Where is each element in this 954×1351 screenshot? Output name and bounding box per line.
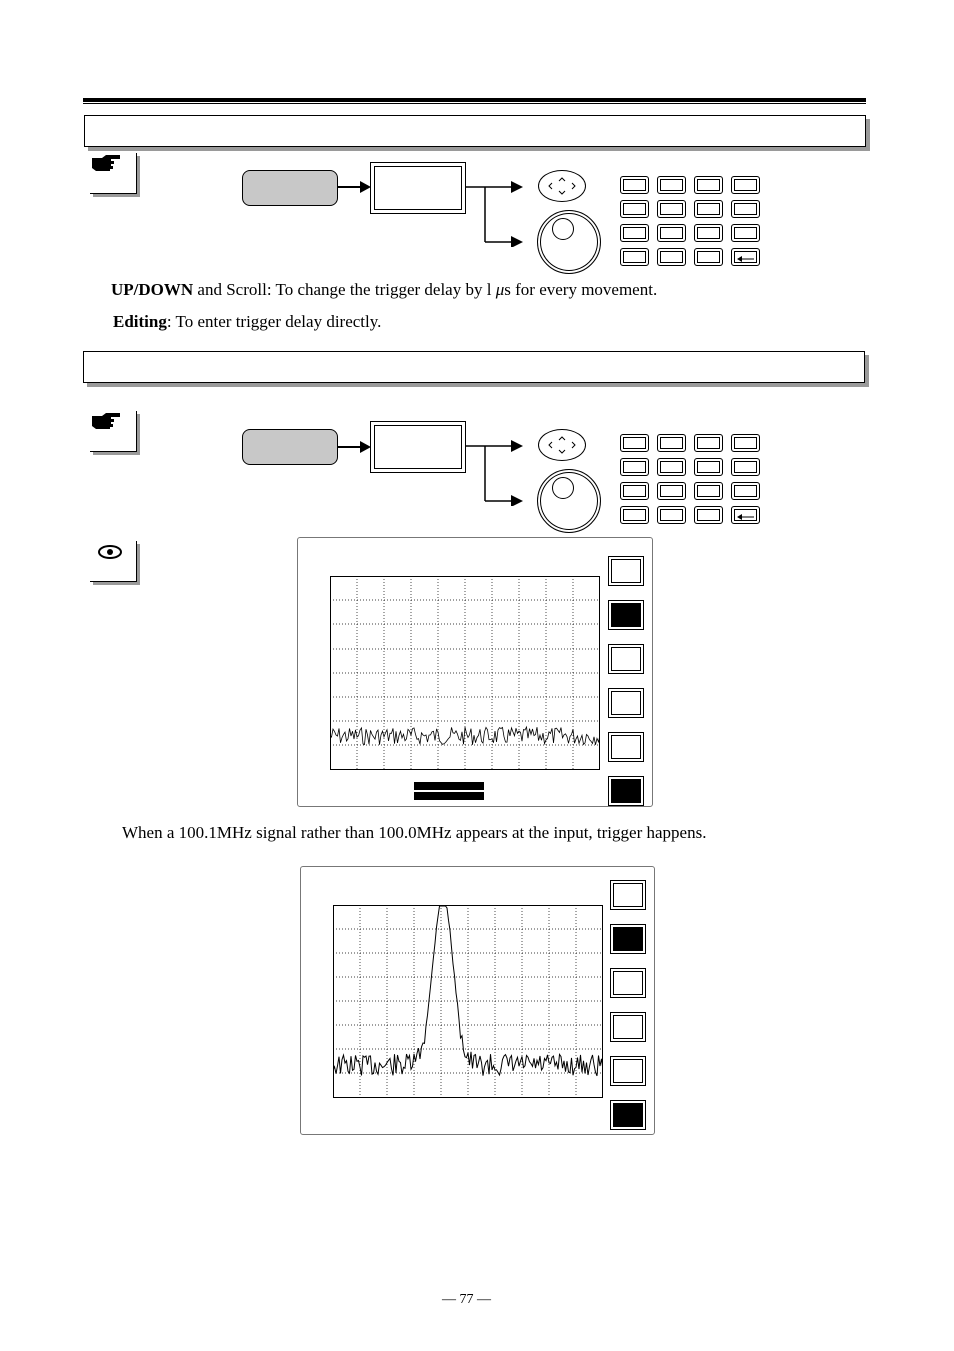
- header-rule: [83, 98, 866, 102]
- soft-key-box: [370, 421, 466, 473]
- soft-key: [610, 968, 646, 998]
- soft-key: [608, 644, 644, 674]
- soft-key: [608, 732, 644, 762]
- page-number: — 77 —: [442, 1292, 491, 1307]
- spectrum-display: [330, 576, 600, 770]
- numeric-keypad: [620, 434, 761, 524]
- analyzer-screen-2: [300, 866, 655, 1135]
- up-down-description: UP/DOWN and Scroll: To change the trigger delay by l μs for every movement.: [111, 280, 658, 299]
- soft-key-column: [610, 880, 646, 1130]
- display-marker: [90, 541, 137, 582]
- soft-key: [610, 1012, 646, 1042]
- soft-key: [608, 600, 644, 630]
- status-bar: [414, 782, 484, 790]
- editing-description: Editing: To enter trigger delay directly.: [113, 312, 382, 331]
- enter-key: [731, 248, 760, 266]
- arrow-right-icon: [338, 440, 372, 454]
- header-rule-thin: [83, 103, 866, 104]
- status-bar: [414, 792, 484, 800]
- eye-icon: [90, 541, 122, 563]
- up-down-keys: [538, 170, 586, 202]
- menu-key: [242, 429, 338, 465]
- soft-key: [608, 688, 644, 718]
- scroll-knob: [537, 469, 601, 533]
- pointing-hand-icon: [90, 153, 122, 173]
- scroll-knob: [537, 210, 601, 274]
- menu-key: [242, 170, 338, 206]
- numeric-keypad: [620, 176, 761, 266]
- soft-key-box: [370, 162, 466, 214]
- section-title-box: [84, 115, 866, 147]
- branch-arrow-icon: [465, 434, 527, 506]
- soft-key: [610, 1100, 646, 1130]
- section-title-box: [83, 351, 865, 383]
- arrow-right-icon: [338, 180, 372, 194]
- soft-key-column: [608, 556, 644, 806]
- soft-key: [608, 776, 644, 806]
- soft-key: [608, 556, 644, 586]
- enter-key: [731, 506, 760, 524]
- analyzer-screen-1: [297, 537, 653, 807]
- up-down-keys: [538, 429, 586, 461]
- branch-arrow-icon: [465, 175, 527, 247]
- soft-key: [610, 1056, 646, 1086]
- spectrum-display: [333, 905, 603, 1098]
- caption: When a 100.1MHz signal rather than 100.0MHz appears at the input, trigger happens.: [122, 823, 707, 842]
- procedure-marker: [90, 153, 137, 194]
- procedure-marker: [90, 411, 137, 452]
- pointing-hand-icon: [90, 411, 122, 431]
- soft-key: [610, 924, 646, 954]
- soft-key: [610, 880, 646, 910]
